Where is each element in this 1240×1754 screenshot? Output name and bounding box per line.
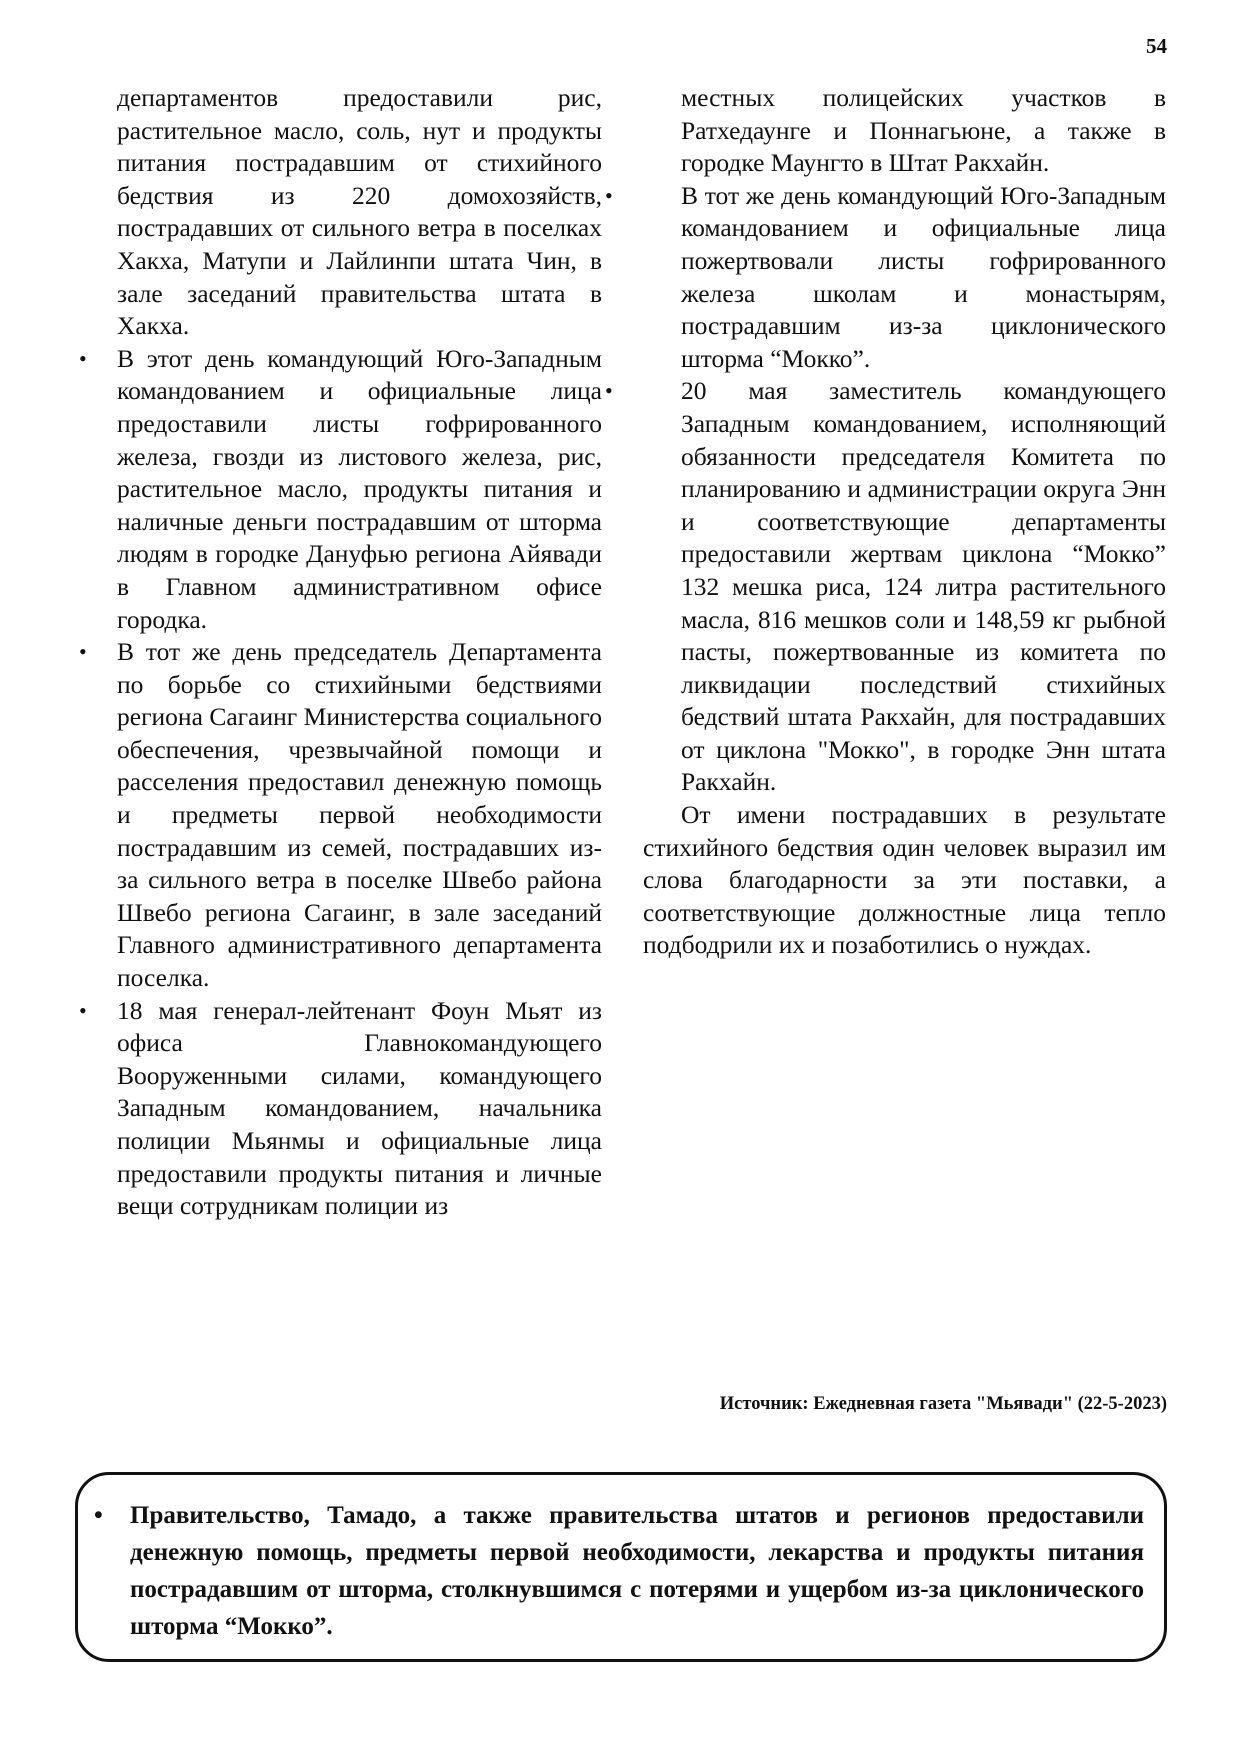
summary-box: [75, 1472, 1167, 1662]
list-item: • 20 мая заместитель командующего Западным командованием, исполняющий обязанности председателя Комитета по планированию и администрации округа Энн и соответствующие департаменты предоставили жертвам циклона “Мокко” 132 мешка риса, 124 литра растительного масла, 816 мешков соли и 148,59 кг рыбной пасты, пожертвованные из комитета по ликвидации последствий стихийных бедствий штата Ракхайн, для пострадавших от циклона "Мокко", в городке Энн штата Ракхайн.: [643, 375, 1166, 799]
left-bullet-list: [117, 343, 602, 1223]
list-item: • 18 мая генерал-лейтенант Фоун Мьят из офиса Главнокомандующего Вооруженными силами, командующего Западным командованием, начальника полиции Мьянмы и официальные лица предоставили продукты питания и личные вещи сотрудникам полиции из: [117, 995, 602, 1223]
right-column: [643, 82, 1166, 962]
list-item: • В этот день командующий Юго-Западным командованием и официальные лица предоставили листы гофрированного железа, гвозди из листового железа, рис, растительное масло, продукты питания и наличные деньги пострадавшим от шторма людям в городке Дануфью региона Айявади в Главном административном офисе городка.: [117, 343, 602, 636]
list-item: • В тот же день командующий Юго-Западным командованием и официальные лица пожертвовали листы гофрированного железа школам и монастырям, пострадавшим из-за циклонического шторма “Мокко”.: [643, 180, 1166, 376]
right-continuation-paragraph: местных полицейских участков в Ратхедаунге и Поннагьюне, а также в городке Маунгто в Штат Ракхайн.: [681, 83, 1166, 178]
right-bullet-list: [643, 180, 1166, 799]
source-citation: Источник: Ежедневная газета "Мьявади" (22-5-2023): [719, 1394, 1167, 1414]
left-continuation-paragraph: департаментов предоставили рис, растительное масло, соль, нут и продукты питания пострадавшим от стихийного бедствия из 220 домохозяйств, пострадавших от сильного ветра в поселках Хакха, Матупи и Лайлинпи штата Чин, в зале заседаний правительства штата в Хакха.: [117, 83, 602, 341]
page-number: 54: [1146, 34, 1167, 58]
summary-text: • Правительство, Тамадо, а также правительства штатов и регионов предоставили денежную помощь, предметы первой необходимости, лекарства и продукты питания пострадавшим от шторма, столкнувшимся с потерями и ущербом из-за циклонического шторма “Мокко”.: [130, 1497, 1144, 1645]
list-item: • В тот же день председатель Департамента по борьбе со стихийными бедствиями региона Сагаинг Министерства социального обеспечения, чрезвычайной помощи и расселения предоставил денежную помощь и предметы первой необходимости пострадавшим из семей, пострадавших из-за сильного ветра в поселке Швебо района Швебо региона Сагаинг, в зале заседаний Главного административного департамента поселка.: [117, 636, 602, 995]
left-column: [117, 82, 602, 1223]
closing-paragraph: От имени пострадавших в результате стихийного бедствия один человек выразил им слова благодарности за эти поставки, а соответствующие должностные лица тепло подбодрили их и позаботились о нуждах.: [643, 800, 1166, 960]
